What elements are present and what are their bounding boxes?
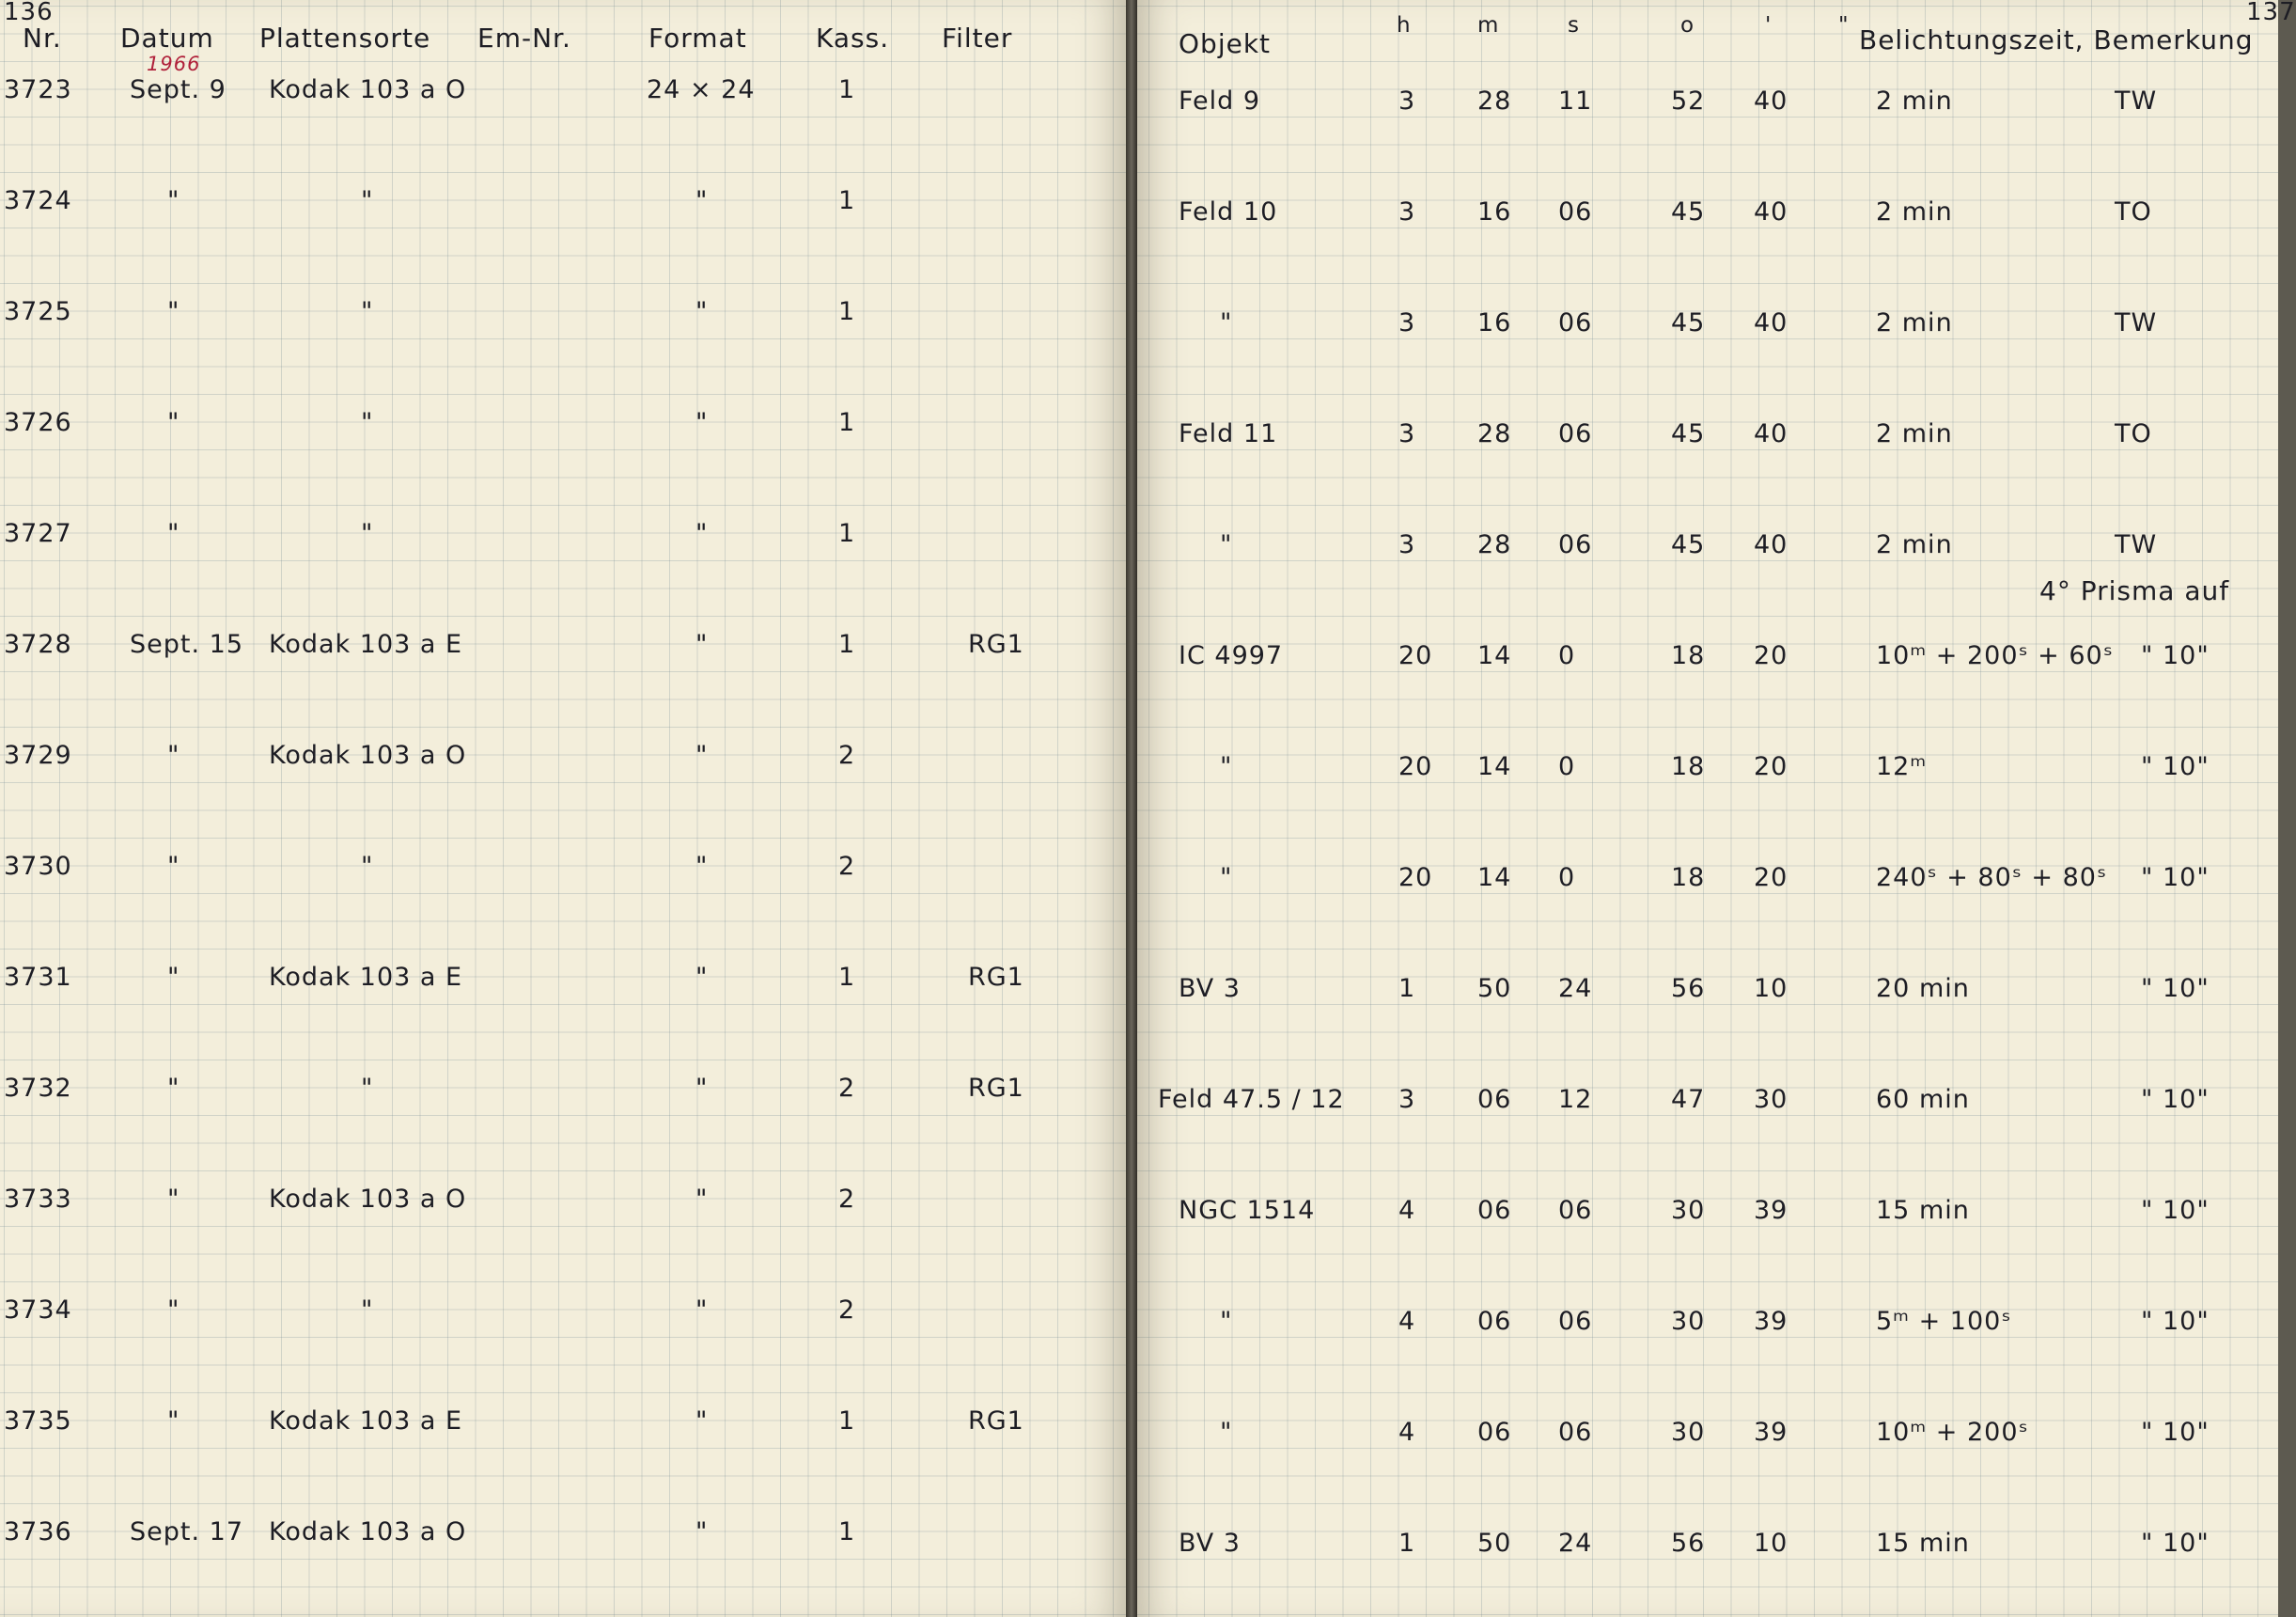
row-datum: " <box>167 1185 180 1214</box>
row-deg: 56 <box>1671 1529 1706 1558</box>
row-s: 24 <box>1558 974 1593 1003</box>
row-s: 06 <box>1558 419 1593 448</box>
row-nr: 3727 <box>4 519 72 548</box>
row-s: 0 <box>1558 641 1576 670</box>
row-arcmin: 39 <box>1754 1196 1788 1225</box>
row-belichtungszeit: 2 min <box>1876 530 1953 559</box>
row-m: 16 <box>1477 197 1512 227</box>
row-deg: 45 <box>1671 197 1706 227</box>
row-belichtungszeit: 12ᵐ <box>1876 752 1928 781</box>
row-kass: 1 <box>838 519 856 548</box>
row-deg: 47 <box>1671 1085 1706 1114</box>
header-filter: Filter <box>942 23 1013 54</box>
row-nr: 3728 <box>4 630 72 659</box>
header-em-nr: Em-Nr. <box>477 23 571 54</box>
row-format: " <box>695 1074 709 1103</box>
row-deg: 56 <box>1671 974 1706 1003</box>
row-format: " <box>695 1517 709 1546</box>
row-deg: 30 <box>1671 1418 1706 1447</box>
row-plattensorte: " <box>361 1295 374 1325</box>
row-format: " <box>695 186 709 215</box>
row-datum: " <box>167 297 180 326</box>
row-nr: 3723 <box>4 75 72 104</box>
row-s: 24 <box>1558 1529 1593 1558</box>
row-h: 4 <box>1398 1307 1416 1336</box>
row-belichtungszeit: 2 min <box>1876 197 1953 227</box>
row-s: 06 <box>1558 1307 1593 1336</box>
row-filter: RG1 <box>968 963 1024 992</box>
row-arcmin: 20 <box>1754 641 1788 670</box>
row-kass: 1 <box>838 963 856 992</box>
row-h: 20 <box>1398 863 1433 892</box>
page-number-left: 136 <box>4 0 54 26</box>
row-objekt: BV 3 <box>1179 974 1241 1003</box>
row-bemerkung: " 10" <box>2141 1307 2210 1336</box>
row-objekt: " <box>1220 1307 1233 1336</box>
header-arcsec: " <box>1838 13 1850 38</box>
row-belichtungszeit: 60 min <box>1876 1085 1970 1114</box>
row-kass: 2 <box>838 1295 856 1325</box>
row-h: 3 <box>1398 530 1416 559</box>
row-s: 06 <box>1558 1196 1593 1225</box>
row-belichtungszeit: 2 min <box>1876 308 1953 338</box>
row-plattensorte: Kodak 103 a E <box>269 963 463 992</box>
row-h: 4 <box>1398 1418 1416 1447</box>
row-format: " <box>695 852 709 881</box>
row-nr: 3734 <box>4 1295 72 1325</box>
row-kass: 2 <box>838 852 856 881</box>
header-datum: Datum <box>120 23 214 54</box>
row-belichtungszeit: 10ᵐ + 200ˢ <box>1876 1418 2029 1447</box>
row-kass: 1 <box>838 186 856 215</box>
row-belichtungszeit: 5ᵐ + 100ˢ <box>1876 1307 2012 1336</box>
row-deg: 18 <box>1671 863 1706 892</box>
row-s: 06 <box>1558 197 1593 227</box>
row-belichtungszeit: 15 min <box>1876 1529 1970 1558</box>
row-bemerkung: " 10" <box>2141 974 2210 1003</box>
row-s: 06 <box>1558 1418 1593 1447</box>
row-s: 06 <box>1558 530 1593 559</box>
row-h: 3 <box>1398 308 1416 338</box>
row-bemerkung: " 10" <box>2141 752 2210 781</box>
row-kass: 1 <box>838 1406 856 1436</box>
row-plattensorte: " <box>361 519 374 548</box>
row-objekt: BV 3 <box>1179 1529 1241 1558</box>
row-m: 14 <box>1477 752 1512 781</box>
row-format: " <box>695 963 709 992</box>
row-arcmin: 20 <box>1754 752 1788 781</box>
row-kass: 1 <box>838 75 856 104</box>
row-arcmin: 39 <box>1754 1418 1788 1447</box>
row-arcmin: 10 <box>1754 1529 1788 1558</box>
row-bemerkung: TW <box>2115 308 2158 338</box>
row-m: 06 <box>1477 1418 1512 1447</box>
row-plattensorte: " <box>361 408 374 437</box>
row-plattensorte: " <box>361 186 374 215</box>
row-belichtungszeit: 2 min <box>1876 419 1953 448</box>
row-s: 0 <box>1558 752 1576 781</box>
row-s: 12 <box>1558 1085 1593 1114</box>
row-deg: 45 <box>1671 530 1706 559</box>
row-h: 3 <box>1398 197 1416 227</box>
row-m: 28 <box>1477 419 1512 448</box>
row-format: " <box>695 1406 709 1436</box>
row-deg: 45 <box>1671 308 1706 338</box>
row-objekt: IC 4997 <box>1179 641 1284 670</box>
row-datum: " <box>167 741 180 770</box>
row-arcmin: 40 <box>1754 86 1788 116</box>
row-deg: 52 <box>1671 86 1706 116</box>
header-belichtung: Belichtungszeit, Bemerkung <box>1859 24 2254 55</box>
row-nr: 3733 <box>4 1185 72 1214</box>
row-format: " <box>695 630 709 659</box>
prisma-note: 4° Prisma auf <box>2039 575 2230 606</box>
right-page <box>1137 0 2296 1617</box>
row-bemerkung: " 10" <box>2141 1196 2210 1225</box>
row-m: 06 <box>1477 1196 1512 1225</box>
row-objekt: " <box>1220 752 1233 781</box>
header-m: m <box>1477 13 1500 38</box>
row-deg: 18 <box>1671 752 1706 781</box>
left-page <box>0 0 1126 1617</box>
row-arcmin: 10 <box>1754 974 1788 1003</box>
row-m: 50 <box>1477 1529 1512 1558</box>
row-kass: 1 <box>838 630 856 659</box>
row-format: " <box>695 408 709 437</box>
book-gutter <box>1126 0 1137 1617</box>
row-filter: RG1 <box>968 630 1024 659</box>
row-filter: RG1 <box>968 1074 1024 1103</box>
row-nr: 3731 <box>4 963 72 992</box>
row-h: 3 <box>1398 419 1416 448</box>
row-bemerkung: " 10" <box>2141 863 2210 892</box>
row-datum: " <box>167 852 180 881</box>
row-objekt: Feld 47.5 / 12 <box>1158 1085 1345 1114</box>
row-datum: " <box>167 963 180 992</box>
row-belichtungszeit: 240ˢ + 80ˢ + 80ˢ <box>1876 863 2108 892</box>
row-arcmin: 30 <box>1754 1085 1788 1114</box>
row-deg: 18 <box>1671 641 1706 670</box>
row-nr: 3729 <box>4 741 72 770</box>
row-m: 06 <box>1477 1307 1512 1336</box>
row-belichtungszeit: 10ᵐ + 200ˢ + 60ˢ <box>1876 641 2114 670</box>
row-plattensorte: Kodak 103 a E <box>269 630 463 659</box>
row-format: " <box>695 519 709 548</box>
row-nr: 3725 <box>4 297 72 326</box>
row-objekt: " <box>1220 530 1233 559</box>
row-m: 28 <box>1477 86 1512 116</box>
row-deg: 30 <box>1671 1196 1706 1225</box>
row-kass: 1 <box>838 297 856 326</box>
row-datum: Sept. 15 <box>130 630 243 659</box>
row-nr: 3724 <box>4 186 72 215</box>
row-datum: " <box>167 186 180 215</box>
row-objekt: Feld 9 <box>1179 86 1261 116</box>
row-format: " <box>695 741 709 770</box>
header-nr: Nr. <box>23 23 62 54</box>
row-nr: 3730 <box>4 852 72 881</box>
row-format: " <box>695 1295 709 1325</box>
row-objekt: Feld 10 <box>1179 197 1278 227</box>
row-datum: " <box>167 1406 180 1436</box>
row-bemerkung: " 10" <box>2141 1529 2210 1558</box>
header-objekt: Objekt <box>1179 28 1272 59</box>
row-objekt: " <box>1220 1418 1233 1447</box>
row-objekt: Feld 11 <box>1179 419 1278 448</box>
row-plattensorte: " <box>361 297 374 326</box>
row-m: 06 <box>1477 1085 1512 1114</box>
row-datum: " <box>167 1295 180 1325</box>
row-plattensorte: Kodak 103 a O <box>269 1185 467 1214</box>
row-m: 14 <box>1477 863 1512 892</box>
row-bemerkung: TO <box>2115 197 2152 227</box>
row-m: 50 <box>1477 974 1512 1003</box>
row-s: 06 <box>1558 308 1593 338</box>
row-plattensorte: Kodak 103 a O <box>269 741 467 770</box>
header-kass: Kass. <box>816 23 890 54</box>
header-s: s <box>1568 13 1580 38</box>
header-plattensorte: Plattensorte <box>259 23 431 54</box>
row-arcmin: 20 <box>1754 863 1788 892</box>
row-s: 11 <box>1558 86 1593 116</box>
row-bemerkung: TW <box>2115 530 2158 559</box>
row-kass: 2 <box>838 1185 856 1214</box>
row-bemerkung: " 10" <box>2141 1085 2210 1114</box>
row-h: 4 <box>1398 1196 1416 1225</box>
header-h: h <box>1397 13 1412 38</box>
row-deg: 30 <box>1671 1307 1706 1336</box>
row-h: 3 <box>1398 86 1416 116</box>
row-belichtungszeit: 15 min <box>1876 1196 1970 1225</box>
row-belichtungszeit: 20 min <box>1876 974 1970 1003</box>
row-nr: 3736 <box>4 1517 72 1546</box>
row-arcmin: 40 <box>1754 419 1788 448</box>
row-nr: 3726 <box>4 408 72 437</box>
row-bemerkung: " 10" <box>2141 1418 2210 1447</box>
row-format: " <box>695 1185 709 1214</box>
row-format: 24 × 24 <box>647 75 756 104</box>
row-datum: " <box>167 1074 180 1103</box>
row-plattensorte: Kodak 103 a E <box>269 1406 463 1436</box>
row-filter: RG1 <box>968 1406 1024 1436</box>
row-nr: 3732 <box>4 1074 72 1103</box>
header-arcmin: ' <box>1765 13 1773 38</box>
row-m: 14 <box>1477 641 1512 670</box>
row-m: 28 <box>1477 530 1512 559</box>
row-arcmin: 40 <box>1754 197 1788 227</box>
row-objekt: " <box>1220 308 1233 338</box>
row-kass: 2 <box>838 741 856 770</box>
row-objekt: NGC 1514 <box>1179 1196 1316 1225</box>
row-plattensorte: Kodak 103 a O <box>269 75 467 104</box>
row-nr: 3735 <box>4 1406 72 1436</box>
row-arcmin: 40 <box>1754 530 1788 559</box>
row-bemerkung: TW <box>2115 86 2158 116</box>
row-bemerkung: " 10" <box>2141 641 2210 670</box>
row-format: " <box>695 297 709 326</box>
row-s: 0 <box>1558 863 1576 892</box>
row-h: 1 <box>1398 1529 1416 1558</box>
row-arcmin: 40 <box>1754 308 1788 338</box>
row-arcmin: 39 <box>1754 1307 1788 1336</box>
row-m: 16 <box>1477 308 1512 338</box>
row-datum: Sept. 17 <box>130 1517 243 1546</box>
header-deg: o <box>1680 13 1695 38</box>
row-h: 20 <box>1398 641 1433 670</box>
row-datum: " <box>167 519 180 548</box>
row-datum: Sept. 9 <box>130 75 226 104</box>
row-plattensorte: " <box>361 1074 374 1103</box>
row-datum: " <box>167 408 180 437</box>
year-note: 1966 <box>147 53 201 75</box>
row-plattensorte: Kodak 103 a O <box>269 1517 467 1546</box>
row-h: 3 <box>1398 1085 1416 1114</box>
row-belichtungszeit: 2 min <box>1876 86 1953 116</box>
page-number-right: 137 <box>2246 0 2296 26</box>
row-kass: 2 <box>838 1074 856 1103</box>
row-h: 20 <box>1398 752 1433 781</box>
row-deg: 45 <box>1671 419 1706 448</box>
row-kass: 1 <box>838 408 856 437</box>
header-format: Format <box>648 23 747 54</box>
row-kass: 1 <box>838 1517 856 1546</box>
row-plattensorte: " <box>361 852 374 881</box>
row-objekt: " <box>1220 863 1233 892</box>
row-h: 1 <box>1398 974 1416 1003</box>
row-bemerkung: TO <box>2115 419 2152 448</box>
